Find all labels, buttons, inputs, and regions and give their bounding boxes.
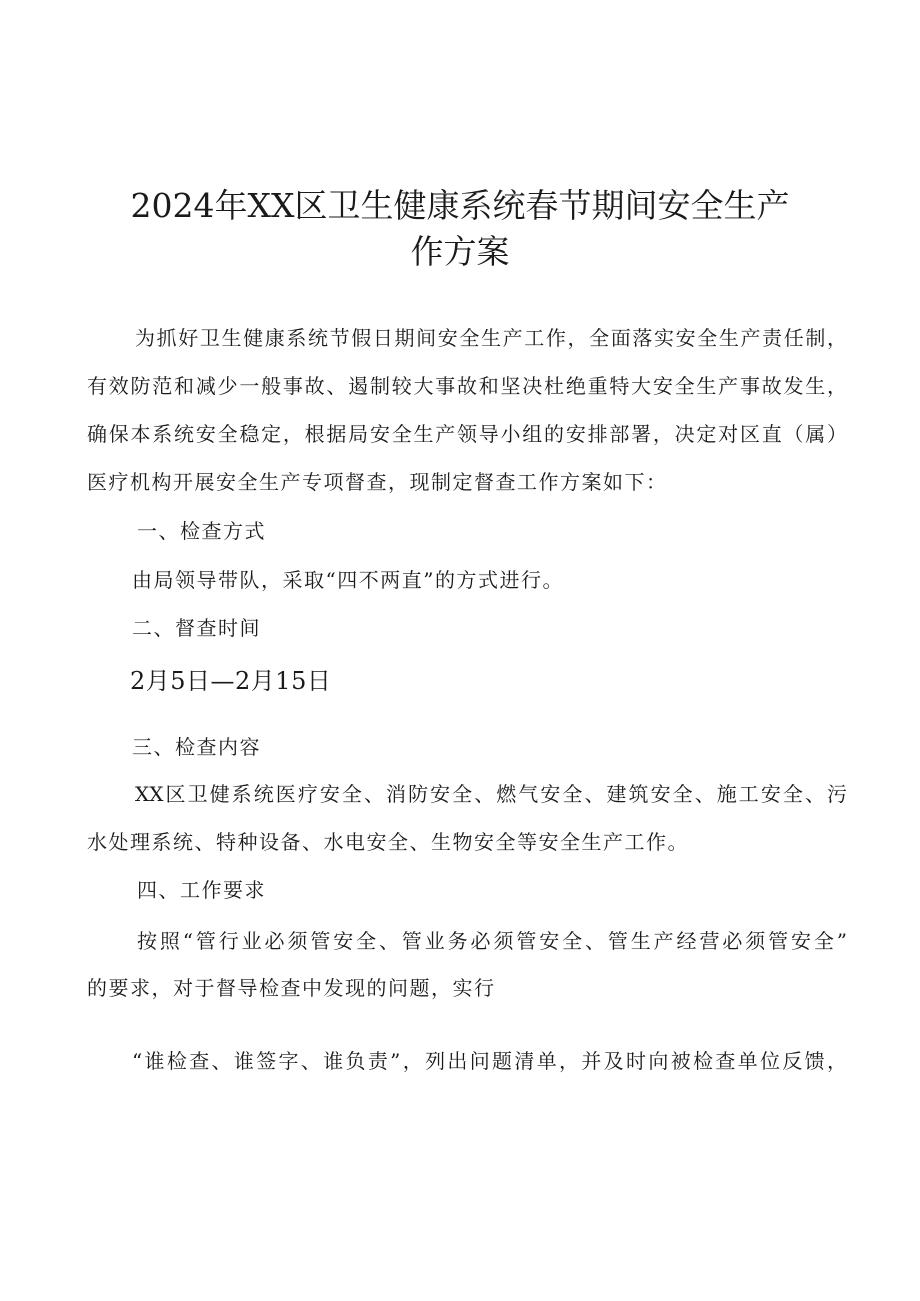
section-4-body-line-2: 的要求，对于督导检查中发现的问题，实行 [87, 976, 496, 1000]
section-3-body-line-1: XX区卫健系统医疗安全、消防安全、燃气安全、建筑安全、施工安全、污 [135, 782, 847, 806]
document-title-line-1: 2024年XX区卫生健康系统春节期间安全生产 [130, 186, 790, 225]
section-4-body-line-3: “谁检查、谁签字、谁负责”，列出问题清单，并及时向被检查单位反馈， [132, 1049, 847, 1073]
section-4-body-line-1: 按照“管行业必须管安全、管业务必须管安全、管生产经营必须管安全” [137, 929, 847, 953]
section-3-body-line-2: 水处理系统、特种设备、水电安全、生物安全等安全生产工作。 [87, 830, 689, 854]
intro-line-3: 确保本系统安全稳定，根据局安全生产领导小组的安排部署，决定对区直（属） [87, 422, 847, 446]
section-3-heading: 三、检查内容 [132, 735, 261, 759]
intro-line-4: 医疗机构开展安全生产专项督查，现制定督查工作方案如下： [87, 470, 668, 494]
section-1-heading: 一、检查方式 [137, 519, 266, 543]
section-1-body: 由局领导带队，采取“四不两直”的方式进行。 [132, 568, 564, 592]
intro-line-1: 为抓好卫生健康系统节假日期间安全生产工作，全面落实安全生产责任制， [135, 326, 847, 350]
document-title-line-2: 作方案 [410, 232, 510, 271]
section-2-body: 2月5日—2月15日 [130, 667, 332, 695]
section-4-heading: 四、工作要求 [137, 878, 266, 902]
intro-line-2: 有效防范和减少一般事故、遏制较大事故和坚决杜绝重特大安全生产事故发生， [87, 374, 847, 398]
section-2-heading: 二、督查时间 [132, 616, 261, 640]
